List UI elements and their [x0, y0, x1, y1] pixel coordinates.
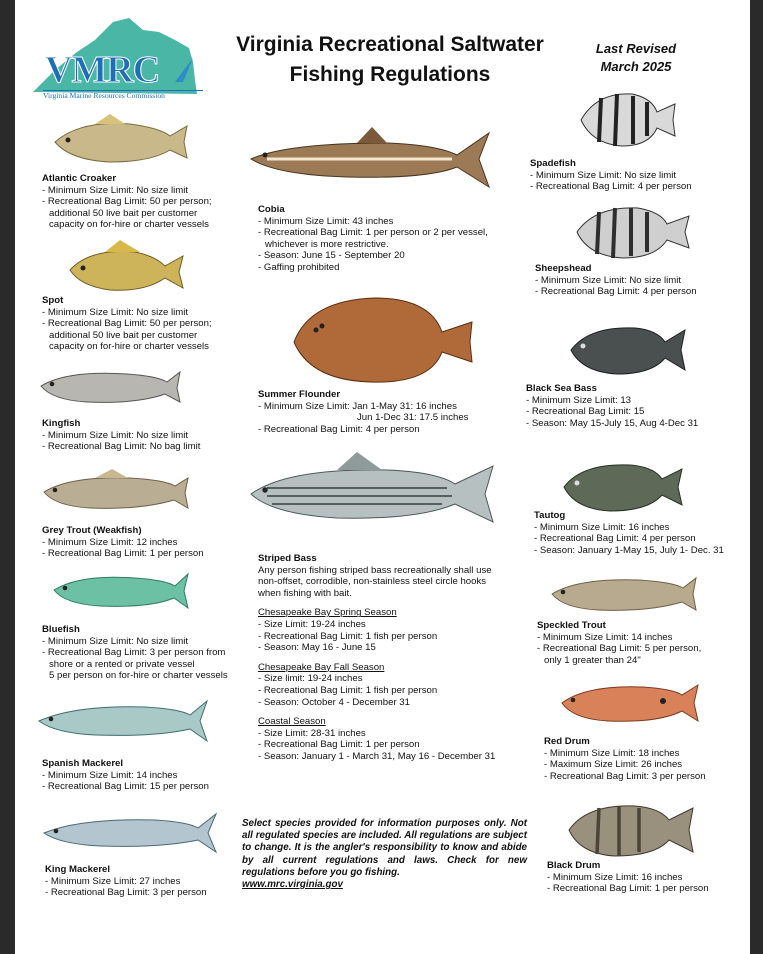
species-kingfish [42, 418, 200, 453]
regulation-line: - Recreational Bag Limit: 3 per person from [42, 647, 226, 659]
regulation-line: - Minimum Size Limit: No size limit [42, 429, 189, 441]
regulation-line: - Recreational Bag Limit: 3 per person [544, 770, 706, 782]
species-king-mackerel [45, 864, 207, 899]
regulation-line: - Minimum Size Limit: 13 [526, 394, 632, 406]
species-name: Black Drum [547, 860, 601, 871]
spot-illustration [65, 238, 185, 298]
spanish-mackerel-illustration [35, 695, 210, 747]
king-mackerel-illustration [40, 808, 218, 858]
species-striped-bass [258, 553, 495, 763]
species-cobia [258, 204, 488, 274]
species-spadefish [530, 158, 692, 193]
grey-trout-illustration [40, 466, 190, 516]
red-drum-illustration [558, 677, 700, 727]
species-name: King Mackerel [45, 864, 111, 875]
species-atlantic-croaker [42, 173, 212, 231]
sheepshead-illustration [573, 200, 691, 262]
regulation-line: Any person fishing striped bass recreationally shall use [258, 564, 492, 576]
regulation-line: - Minimum Size Limit: 12 inches [42, 536, 178, 548]
species-name: Summer Flounder [258, 389, 341, 400]
species-grey-trout [42, 525, 204, 560]
regulation-line: - Minimum Size Limit: 43 inches [258, 215, 394, 227]
regulation-line: additional 50 live bait per customer [49, 207, 198, 219]
regulation-line: - Season: January 1 - March 31, May 16 - December 31 [258, 750, 496, 762]
regulation-line: - Minimum Size Limit: 16 inches [534, 521, 670, 533]
revised-date: March 2025 [600, 59, 672, 74]
species-name: Speckled Trout [537, 620, 606, 631]
regulation-line: - Recreational Bag Limit: 1 per person [547, 883, 709, 895]
regulation-line: non-offset, corrodible, non-stainless steel circle hooks [258, 576, 487, 588]
black-drum-illustration [565, 798, 695, 858]
species-name: Red Drum [544, 736, 590, 747]
regulation-line: - Recreational Bag Limit: 4 per person [258, 423, 420, 435]
regulation-line: - Season: January 1-May 15, July 1- Dec. 31 [534, 544, 724, 556]
species-bluefish [42, 624, 228, 682]
species-name: Atlantic Croaker [42, 173, 117, 184]
regulation-line: - Recreational Bag Limit: 50 per person; [42, 318, 212, 330]
regulation-line: - Season: June 15 - September 20 [258, 250, 405, 262]
species-sheepshead [535, 263, 697, 298]
page-title [200, 30, 580, 90]
regulation-line: - Recreational Bag Limit: 1 per person [258, 739, 420, 751]
species-speckled-trout [537, 620, 701, 666]
regulation-line: - Recreational Bag Limit: 5 per person, [537, 643, 702, 655]
regulation-line: - Recreational Bag Limit: 3 per person [45, 887, 207, 899]
regulation-line: - Recreational Bag Limit: 4 per person [535, 286, 697, 298]
kingfish-illustration [37, 362, 182, 412]
species-black-drum [547, 860, 709, 895]
regulation-line: - Recreational Bag Limit: 1 fish per person [258, 684, 438, 696]
species-red-drum [544, 736, 706, 782]
regulation-line: - Maximum Size Limit: 26 inches [544, 759, 683, 771]
regulation-line: only 1 greater than 24" [544, 654, 641, 666]
species-spanish-mackerel [42, 758, 209, 793]
regulation-line: - Recreational Bag Limit: No bag limit [42, 441, 201, 453]
title-line-1: Virginia Recreational Saltwater [236, 33, 544, 56]
regulation-line: Jun 1-Dec 31: 17.5 inches [357, 412, 469, 424]
regulation-line: - Gaffing prohibited [258, 261, 340, 273]
regulation-line: - Minimum Size Limit: No size limit [42, 306, 189, 318]
regulation-line: - Recreational Bag Limit: 50 per person; [42, 196, 212, 208]
regulation-line: capacity on for-hire or charter vessels [49, 219, 209, 231]
atlantic-croaker-illustration [50, 112, 190, 170]
species-spot [42, 295, 212, 353]
bluefish-illustration [50, 568, 190, 614]
species-name: Striped Bass [258, 553, 317, 564]
regulation-line: - Minimum Size Limit: No size limit [42, 635, 189, 647]
species-name: Sheepshead [535, 263, 592, 274]
regulation-line: - Season: May 16 - June 15 [258, 642, 376, 654]
species-black-sea-bass [526, 383, 698, 429]
species-name: Spanish Mackerel [42, 758, 124, 769]
regulation-line: 5 per person on for-hire or charter vessels [49, 670, 228, 682]
regulation-line: - Season: May 15-July 15, Aug 4-Dec 31 [526, 417, 699, 429]
regulation-line: - Size Limit: 19-24 inches [258, 618, 366, 630]
regulation-line: - Minimum Size Limit: 27 inches [45, 875, 181, 887]
species-name: Bluefish [42, 624, 80, 635]
regulation-line: - Minimum Size Limit: 14 inches [537, 631, 673, 643]
regulation-line: - Minimum Size Limit: No size limit [530, 169, 677, 181]
species-name: Black Sea Bass [526, 383, 597, 394]
season-heading: Chesapeake Bay Spring Season [258, 607, 397, 619]
logo-text: VMRC [45, 49, 160, 91]
regulation-line: - Recreational Bag Limit: 1 fish per person [258, 630, 438, 642]
regulation-line: capacity on for-hire or charter vessels [49, 341, 209, 353]
disclaimer [242, 818, 527, 891]
species-name: Cobia [258, 204, 285, 215]
species-name: Spadefish [530, 158, 576, 169]
last-revised [581, 40, 691, 76]
revised-label: Last Revised [595, 41, 677, 56]
regulation-line: - Recreational Bag Limit: 4 per person [534, 533, 696, 545]
regulation-line: - Recreational Bag Limit: 1 per person or 2 per vessel, [258, 227, 488, 239]
regulation-line: - Minimum Size Limit: 18 inches [544, 747, 680, 759]
regulation-line: whichever is more restrictive. [265, 238, 389, 250]
regulation-line: additional 50 live bait per customer [49, 329, 198, 341]
regulation-line: - Minimum Size Limit: 16 inches [547, 871, 683, 883]
regulation-line: - Minimum Size Limit: No size limit [42, 184, 189, 196]
regulation-line: - Minimum Size Limit: No size limit [535, 274, 682, 286]
species-name: Spot [42, 295, 64, 306]
website-link[interactable]: www.mrc.virginia.gov [242, 879, 343, 891]
season-heading: Chesapeake Bay Fall Season [258, 661, 385, 673]
striped-bass-illustration [247, 448, 495, 538]
regulation-line: when fishing with bait. [258, 587, 352, 599]
regulation-line: - Size limit: 19-24 inches [258, 673, 363, 685]
spadefish-illustration [577, 88, 677, 150]
regulation-line: - Minimum Size Limit: 14 inches [42, 769, 178, 781]
cobia-illustration [247, 125, 492, 195]
tautog-illustration [560, 455, 685, 515]
regulations-page [15, 0, 750, 954]
species-name: Grey Trout (Weakfish) [42, 525, 142, 536]
species-summer-flounder [258, 389, 468, 435]
disclaimer-text: Select species provided for information purposes only. Not all regulated species are included. All regulations are subject to change. It is the angler's responsibility to know and abide by all current regulations and laws. Check for new regulations before you go fishing. [242, 818, 527, 878]
regulation-line: - Recreational Bag Limit: 15 [526, 406, 645, 418]
vmrc-logo[interactable] [25, 10, 200, 102]
regulation-line: - Size Limit: 28-31 inches [258, 727, 366, 739]
regulation-line: - Minimum Size Limit: Jan 1-May 31: 16 inches [258, 400, 457, 412]
regulation-line: shore or a rented or private vessel [49, 658, 195, 670]
regulation-line: - Recreational Bag Limit: 15 per person [42, 781, 209, 793]
black-sea-bass-illustration [567, 320, 687, 378]
regulation-line: - Recreational Bag Limit: 1 per person [42, 548, 204, 560]
logo-subtitle: Virginia Marine Resources Commission [43, 90, 203, 100]
speckled-trout-illustration [548, 570, 698, 618]
summer-flounder-illustration [290, 292, 475, 384]
species-tautog [534, 510, 724, 556]
regulation-line: - Recreational Bag Limit: 4 per person [530, 181, 692, 193]
species-name: Tautog [534, 510, 566, 521]
species-name: Kingfish [42, 418, 81, 429]
regulation-line: - Season: October 4 - December 31 [258, 696, 410, 708]
title-line-2: Fishing Regulations [289, 63, 491, 86]
season-heading: Coastal Season [258, 716, 326, 728]
